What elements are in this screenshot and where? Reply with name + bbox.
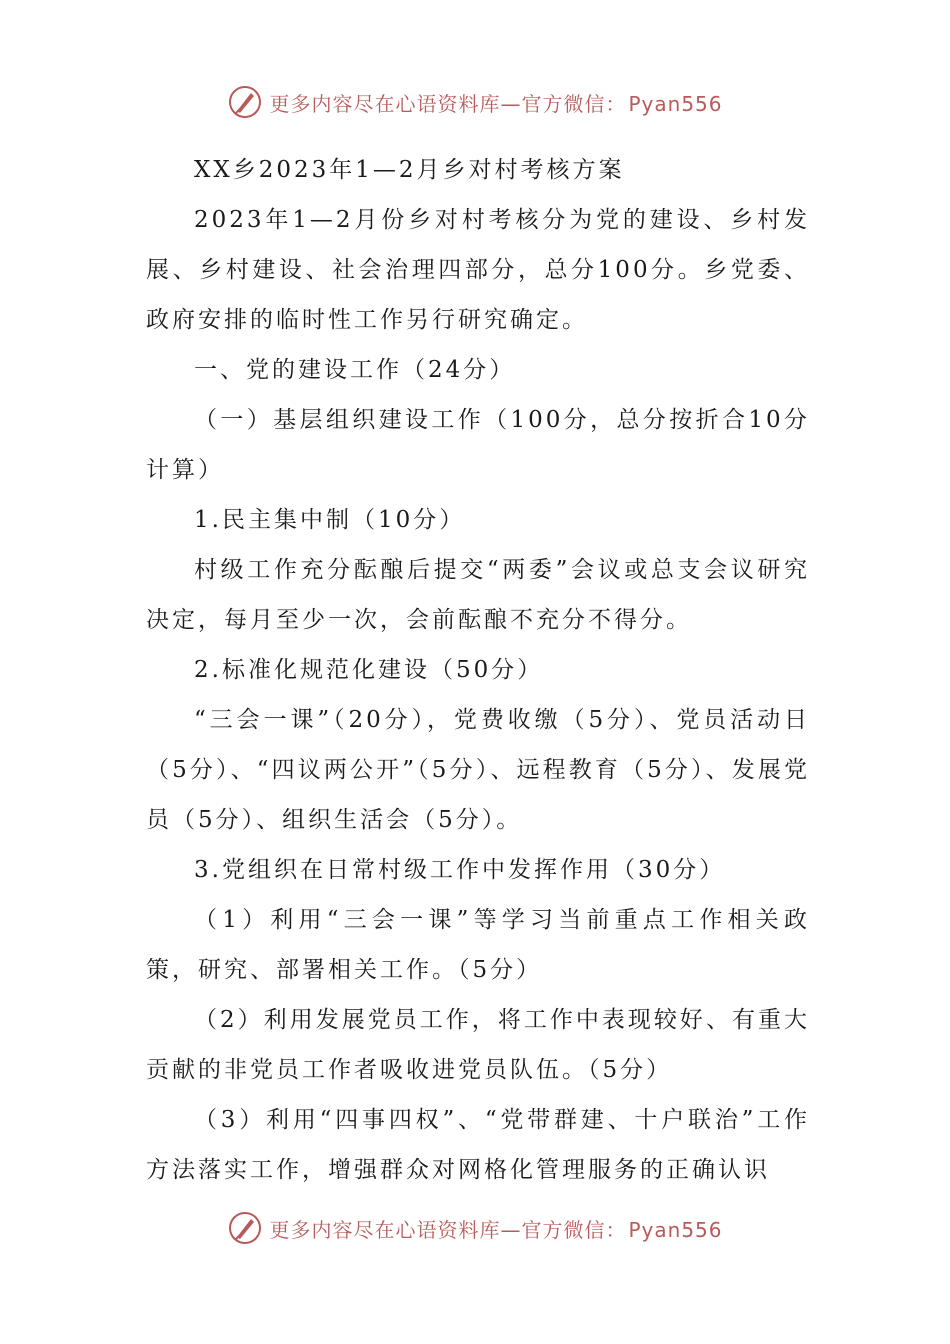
document-title: XX乡2023年1—2月乡对村考核方案 [194, 157, 625, 183]
document-body [146, 145, 810, 1195]
paragraph: （1）利用“三会一课”等学习当前重点工作相关政策，研究、部署相关工作。（5分） [146, 907, 810, 983]
watermark-text: 更多内容尽在心语资料库—官方微信： Pyan556 [269, 1217, 723, 1242]
watermark-text: 更多内容尽在心语资料库—官方微信： Pyan556 [269, 91, 723, 116]
subsection-heading: （一）基层组织建设工作（100分，总分按折合10分计算） [146, 407, 810, 483]
item-heading: 1.民主集中制（10分） [194, 507, 466, 533]
paragraph: （2）利用发展党员工作，将工作中表现较好、有重大贡献的非党员工作者吸收进党员队伍。（5分） [146, 1007, 810, 1083]
quill-logo-icon [227, 84, 263, 120]
item-heading: 3.党组织在日常村级工作中发挥作用（30分） [194, 857, 726, 883]
paragraph: 村级工作充分酝酿后提交“两委”会议或总支会议研究决定，每月至少一次，会前酝酿不充分不得分。 [146, 557, 810, 633]
quill-logo-icon [227, 1210, 263, 1246]
watermark-header [0, 84, 950, 120]
paragraph: “三会一课”（20分），党费收缴（5分）、党员活动日（5分）、“四议两公开”（5分）、远程教育（5分）、发展党员（5分）、组织生活会（5分）。 [146, 707, 810, 833]
paragraph: （3）利用“四事四权”、“党带群建、十户联治”工作方法落实工作，增强群众对网格化管理服务的正确认识 [146, 1107, 810, 1183]
paragraph: 2023年1—2月份乡对村考核分为党的建设、乡村发展、乡村建设、社会治理四部分，总分100分。乡党委、政府安排的临时性工作另行研究确定。 [146, 207, 810, 333]
watermark-footer [0, 1210, 950, 1246]
section-heading: 一、党的建设工作（24分） [194, 357, 516, 383]
item-heading: 2.标准化规范化建设（50分） [194, 657, 544, 683]
